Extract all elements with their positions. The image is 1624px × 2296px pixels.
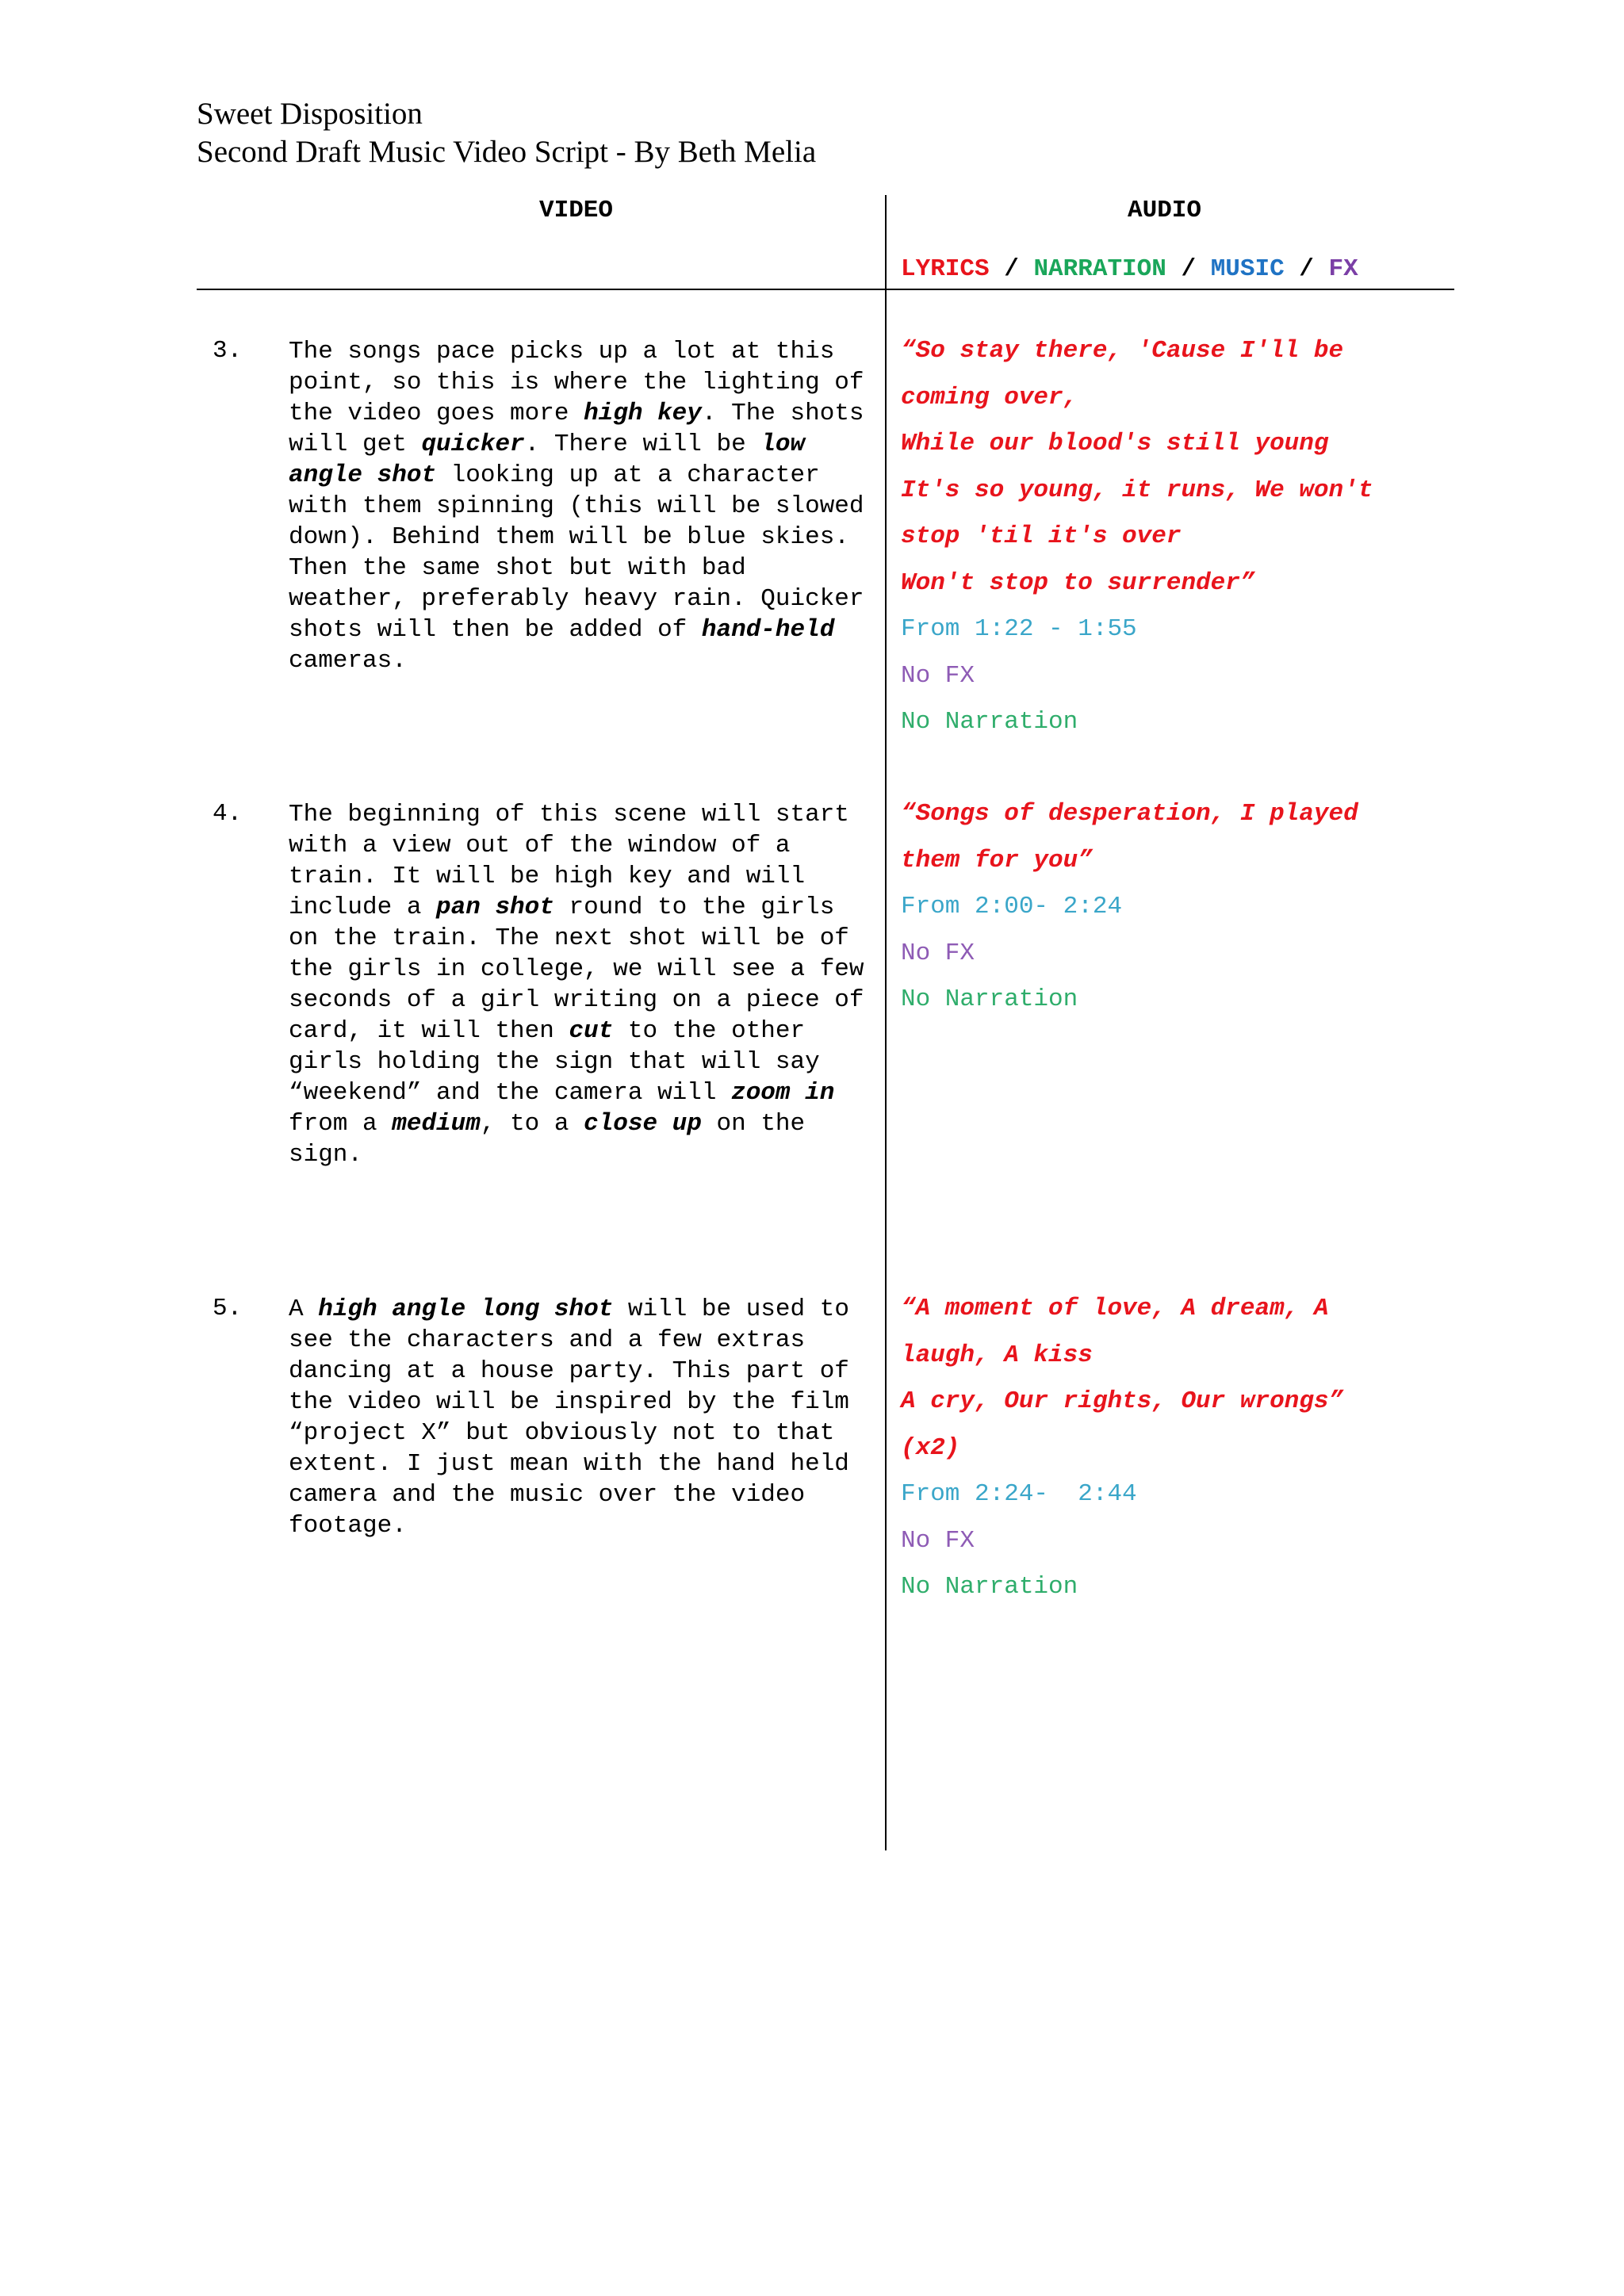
description-text: cameras. (289, 647, 407, 675)
lyric-line: laugh, A kiss (901, 1341, 1093, 1369)
lyric-line: A cry, Our rights, Our wrongs” (901, 1387, 1344, 1415)
scene-number: 3. (213, 337, 243, 365)
camera-term: quicker (421, 430, 525, 458)
camera-term: high key (584, 400, 702, 427)
scene-number: 4. (213, 800, 243, 828)
fx-note: No FX (901, 661, 975, 690)
description-text: from a (289, 1110, 393, 1138)
legend-lyrics: LYRICS (901, 255, 990, 283)
legend-separator: / (1166, 255, 1211, 283)
title-song: Sweet Disposition (197, 97, 423, 131)
description-text: . There will be (524, 430, 761, 458)
description-text: to the other girls holding the sign that will say “weekend” and the camera will (289, 1017, 820, 1107)
timing-range: From 2:24- 2:44 (901, 1480, 1137, 1508)
narration-note: No Narration (901, 985, 1078, 1013)
description-text: will be used to see the characters and a few extras dancing at a house party. This part of the video will be inspired by the film “project X” but obviously not to that extent. I just mean with the hand held camera and the music over the video footage. (289, 1295, 849, 1540)
camera-term: zoom in (731, 1079, 835, 1107)
lyric-line: them for you” (901, 846, 1093, 874)
camera-term: low angle shot (289, 430, 806, 489)
legend-fx: FX (1328, 255, 1358, 283)
lyrics-block (901, 791, 1456, 884)
legend-separator: / (989, 255, 1034, 283)
video-column-header: VIDEO (539, 197, 614, 224)
title-subtitle: Second Draft Music Video Script - By Beth Melia (197, 135, 817, 169)
scene-video-description (289, 799, 875, 1170)
lyric-line: “A moment of love, A dream, A (901, 1295, 1329, 1322)
lyric-line: While our blood's still young (901, 430, 1329, 457)
lyrics-block (901, 328, 1456, 607)
lyric-line: coming over, (901, 383, 1078, 411)
lyrics-block (901, 1286, 1456, 1471)
lyric-line: “Songs of desperation, I played (901, 800, 1358, 828)
camera-term: close up (584, 1110, 702, 1138)
scene-audio (901, 791, 1456, 1024)
description-text: looking up at a character with them spinning (this will be slowed down). Behind them will be blue skies. Then the same shot but with bad weather, preferably heavy rain. Quicker shots will then be added of (289, 461, 864, 644)
fx-note: No FX (901, 1526, 975, 1555)
lyric-line: It's so young, it runs, We won't (901, 476, 1373, 504)
lyric-line: (x2) (901, 1433, 960, 1462)
camera-term: medium (392, 1110, 481, 1138)
scene-number: 5. (213, 1295, 243, 1322)
description-text: round to the girls on the train. The next shot will be of the girls in college, we will see a few seconds of a girl writing on a piece of card, it will then (289, 894, 864, 1045)
audio-legend (901, 255, 1358, 283)
narration-note: No Narration (901, 708, 1078, 736)
description-text: The songs pace picks up a lot at this point, so this is where the lighting of the video goes more (289, 338, 864, 427)
description-text: , to a (480, 1110, 584, 1138)
scene-audio (901, 328, 1456, 746)
camera-term: cut (569, 1017, 614, 1045)
description-text: A (289, 1295, 319, 1323)
legend-music: MUSIC (1210, 255, 1285, 283)
description-text: . The shots will get (289, 400, 864, 458)
document-title (197, 95, 816, 171)
header-divider (197, 289, 1454, 290)
scene-video-description (289, 336, 875, 676)
lyric-line: Won't stop to surrender” (901, 568, 1255, 597)
legend-separator: / (1284, 255, 1329, 283)
description-text: The beginning of this scene will start with a view out of the window of a train. It will be high key and will include a (289, 801, 849, 921)
timing-range: From 2:00- 2:24 (901, 893, 1123, 920)
scene-video-description (289, 1294, 875, 1541)
camera-term: pan shot (436, 894, 554, 921)
timing-range: From 1:22 - 1:55 (901, 615, 1137, 643)
narration-note: No Narration (901, 1573, 1078, 1601)
lyric-line: “So stay there, 'Cause I'll be (901, 337, 1344, 365)
legend-narration: NARRATION (1033, 255, 1166, 283)
fx-note: No FX (901, 939, 975, 967)
camera-term: high angle long shot (318, 1295, 614, 1323)
camera-term: hand-held (701, 616, 835, 644)
audio-column-header: AUDIO (1128, 197, 1202, 224)
column-divider (885, 195, 887, 1850)
lyric-line: stop 'til it's over (901, 522, 1182, 550)
description-text: on the sign. (289, 1110, 806, 1169)
scene-audio (901, 1286, 1456, 1611)
